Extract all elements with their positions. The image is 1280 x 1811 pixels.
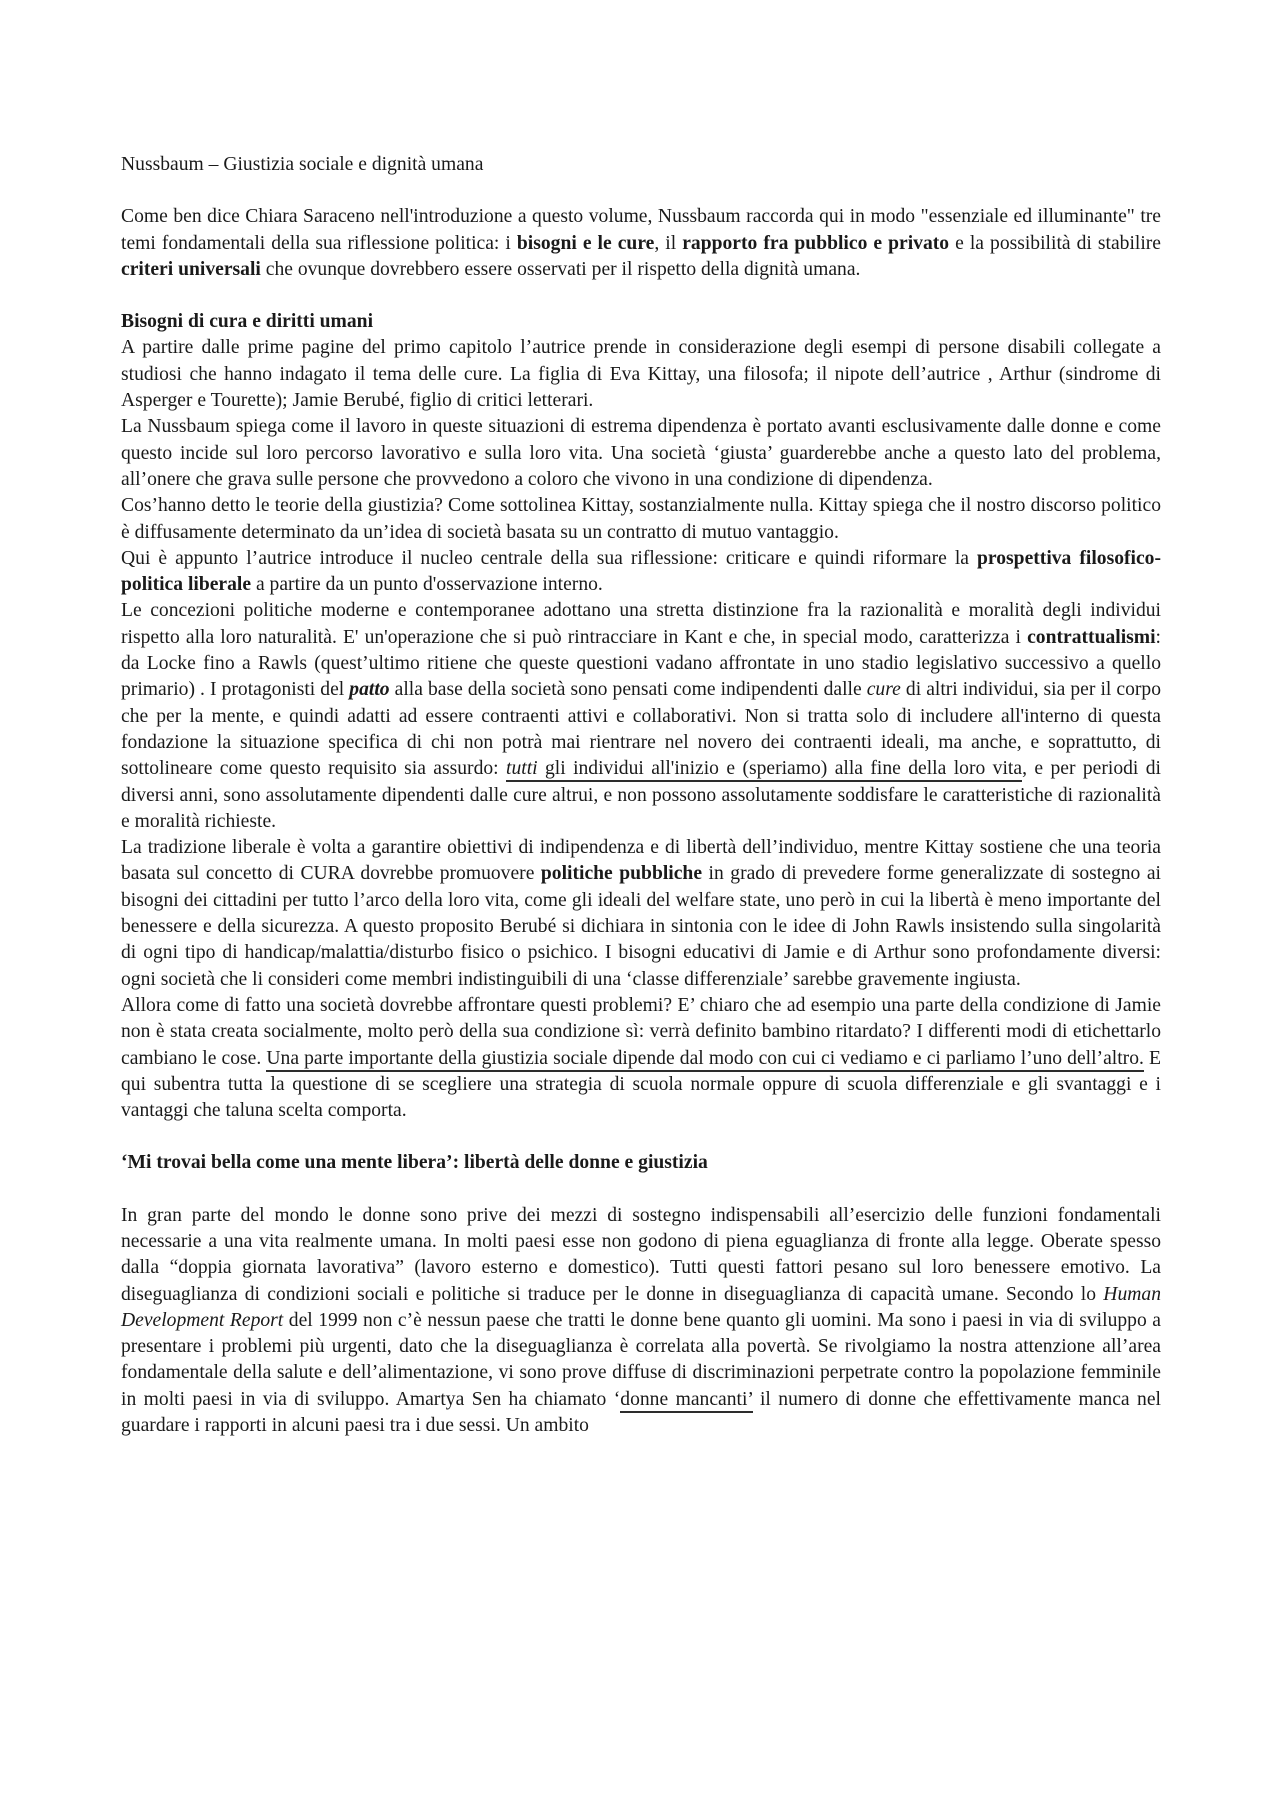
- bold-phrase: rapporto fra pubblico e privato: [682, 232, 950, 254]
- paragraph: [121, 598, 1161, 835]
- spacer: [121, 283, 1161, 309]
- bold-phrase: politiche pubbliche: [540, 863, 703, 885]
- spacer: [121, 1124, 1161, 1150]
- bold-phrase: criteri universali: [121, 258, 261, 280]
- text-run: Allora come di fatto una società dovrebbe affrontare questi problemi? E’ chiaro che ad esempio una parte della condizione di Jamie non è stata creata socialmente, molto però della sua condizione sì: verrà definito bambino ritardato? I differenti modi di etichettarlo cambiano le cose.: [121, 994, 1161, 1069]
- bold-italic-phrase: [349, 679, 389, 700]
- paragraph: La Nussbaum spiega come il lavoro in queste situazioni di estrema dipendenza è portato avanti esclusivamente dalle donne e come questo incide sul loro percorso lavorativo e sulla loro vita. Una società ‘giusta’ guarderebbe anche a questo lato del problema, all’onere che grava sulle persone che provvedono a coloro che vivono in una condizione di dipendenza.: [121, 416, 1161, 490]
- underlined-phrase: Una parte importante della giustizia sociale dipende dal modo con cui ci vediamo e ci parliamo l’uno dell’altro.: [266, 1048, 1144, 1072]
- text-run: di altri individui, sia per il corpo che per la mente, e quindi adatti ad essere contraenti attivi e collaborativi. Non si tratta solo di includere all'interno di questa fondazione la situazione specifica di chi non potrà mai rientrare nel novero dei contraenti ideali, ma anche, e soprattutto, di sottolineare come questo requisito sia assurdo:: [121, 679, 1162, 780]
- spacer: [121, 1177, 1161, 1203]
- paragraph: [121, 993, 1161, 1124]
- text-run: il numero di donne che effettivamente manca nel guardare i rapporti in alcuni paesi tra i due sessi. Un ambito: [121, 1388, 1161, 1437]
- bold-phrase: prospettiva filosofico-politica liberale: [121, 547, 1161, 596]
- text-run: Come ben dice Chiara Saraceno nell'introduzione a questo volume, Nussbaum raccorda qui in modo "essenziale ed illuminante" tre temi fondamentali della sua riflessione politica: i: [121, 206, 1161, 254]
- text-run: E qui subentra tutta la questione di se scegliere una strategia di scuola normale oppure di scuola differenziale e gli svantaggi e i vantaggi che taluna scelta comporta.: [121, 1047, 1161, 1122]
- underlined-italic-phrase: tutti: [506, 758, 538, 782]
- italic-phrase: Human Development Report: [121, 1283, 1161, 1331]
- text-run: , e per periodi di diversi anni, sono assolutamente dipendenti dalle cure altrui, e non possono assolutamente soddisfare le caratteristiche di razionalità e moralità richieste.: [121, 758, 1161, 832]
- text-run: Qui è appunto l’autrice introduce il nucleo centrale della sua riflessione: criticare e quindi riformare la: [121, 547, 978, 569]
- document-body: [121, 152, 1161, 1439]
- text-run: del 1999 non c’è nessun paese che tratti le donne bene quanto gli uomini. Ma sono i paesi in via di sviluppo a presentare i problemi più urgenti, dato che la diseguaglianza è correlata alla povertà. Se rivolgiamo la nostra attenzione all’area fondamentale della salute e dell’alimentazione, vi sono prove diffuse di discriminazioni perpetrate contro la popolazione femminile in molti paesi in via di sviluppo. Amartya Sen ha chiamato ‘: [121, 1309, 1161, 1410]
- text-run: a partire da un punto d'osservazione interno.: [251, 574, 603, 596]
- text-run: La tradizione liberale è volta a garantire obiettivi di indipendenza e di libertà dell’individuo, mentre Kittay sostiene che una teoria basata sul concetto di CURA dovrebbe promuovere: [121, 837, 1161, 885]
- bold-phrase: bisogni e le cure: [516, 232, 655, 254]
- paragraph: A partire dalle prime pagine del primo capitolo l’autrice prende in considerazione degli esempi di persone disabili collegate a studiosi che hanno indagato il tema delle cure. La figlia di Eva Kittay, una filosofa; il nipote dell’autrice , Arthur (sindrome di Asperger e Tourette); Jamie Berubé, figlio di critici letterari.: [121, 337, 1161, 412]
- underlined-phrase: donne mancanti’: [620, 1389, 752, 1413]
- text-run: : da Locke fino a Rawls (quest’ultimo ritiene che queste questioni vadano affrontate in uno stadio legislativo successivo a quello primario) . I protagonisti del: [121, 626, 1161, 701]
- italic-phrase: patto: [349, 679, 390, 701]
- spacer: [121, 178, 1161, 204]
- document-title: Nussbaum – Giustizia sociale e dignità umana: [121, 154, 484, 175]
- paragraph: [121, 1203, 1161, 1440]
- text-run: in grado di prevedere forme generalizzate di sostegno ai bisogni dei cittadini per tutto l’arco della loro vita, come gli ideali del welfare state, uno però in cui la libertà è meno importante del benessere e della sicurezza. A questo proposito Berubé si dichiara in sintonia con le idee di John Rawls insistendo sulla singolarità di ogni tipo di handicap/malattia/disturbo fisico o psichico. I bisogni educativi di Jamie e di Arthur sono profondamente diversi: ogni società che li consideri come membri indistinguibili di una ‘classe differenziale’ sarebbe gravemente ingiusta.: [121, 863, 1161, 990]
- text-run: e la possibilità di stabilire: [949, 232, 1161, 254]
- section-heading-care: Bisogni di cura e diritti umani: [121, 311, 374, 333]
- underlined-phrase: gli individui all'inizio e (speriamo) alla fine della loro vita: [538, 758, 1022, 782]
- text-run: , il: [654, 232, 683, 254]
- paragraph: [121, 546, 1161, 599]
- text-run: alla base della società sono pensati come indipendenti dalle: [389, 679, 867, 701]
- paragraph: [121, 835, 1161, 993]
- text-run: Le concezioni politiche moderne e contemporanee adottano una stretta distinzione fra la razionalità e moralità degli individui rispetto alla loro naturalità. E' un'operazione che si può rintracciare in Kant e che, in special modo, caratterizza i: [121, 600, 1161, 648]
- bold-phrase: contrattualismi: [1027, 626, 1156, 648]
- section-heading-women: ‘Mi trovai bella come una mente libera’: libertà delle donne e giustizia: [121, 1152, 708, 1174]
- text-run: In gran parte del mondo le donne sono prive dei mezzi di sostegno indispensabili all’esercizio delle funzioni fondamentali necessarie a una vita realmente umana. In molti paesi esse non godono di piena eguaglianza di fronte alla legge. Oberate spesso dalla “doppia giornata lavorativa” (lavoro esterno e domestico). Tutti questi fattori pesano sul loro benessere emotivo. La diseguaglianza di condizioni sociali e politiche si traduce per le donne in diseguaglianza di capacità umane. Secondo lo: [121, 1204, 1161, 1305]
- italic-phrase: cure: [866, 679, 901, 701]
- intro-paragraph: [121, 204, 1161, 283]
- paragraph: Cos’hanno detto le teorie della giustizia? Come sottolinea Kittay, sostanzialmente nulla. Kittay spiega che il nostro discorso politico è diffusamente determinato da un’idea di società basata su un contratto di mutuo vantaggio.: [121, 495, 1161, 543]
- text-run: che ovunque dovrebbero essere osservati per il rispetto della dignità umana.: [260, 258, 861, 280]
